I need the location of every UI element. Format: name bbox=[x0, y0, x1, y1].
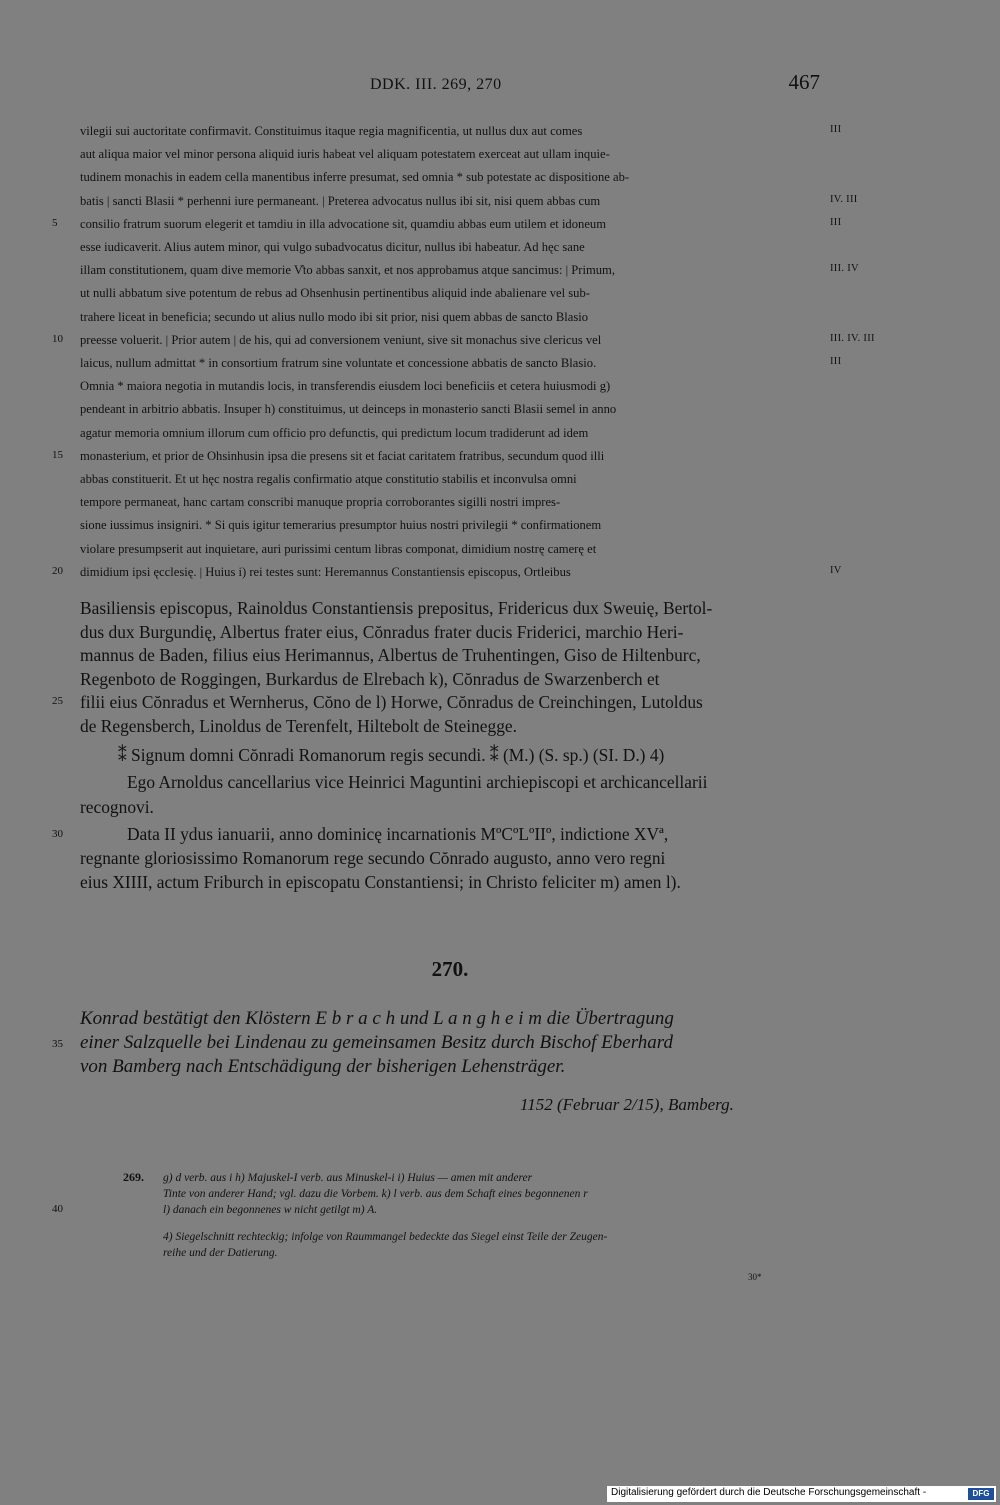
signature-mark: 30* bbox=[748, 1272, 762, 1282]
recognition-line: Ego Arnoldus cancellarius vice Heinrici Maguntini archiepiscopi et archicancellarii bbox=[127, 772, 708, 792]
footnote-label: 269. bbox=[123, 1170, 144, 1184]
footnote-line: 4) Siegelschnitt rechteckig; infolge von Raummangel bedeckte das Siegel einst Teile der Zeugen- bbox=[163, 1231, 608, 1243]
recognition-line: recognovi. bbox=[80, 797, 154, 817]
margin-note: IV. III bbox=[830, 193, 858, 205]
line-number: 5 bbox=[52, 216, 58, 229]
dating-line: eius XIIII, actum Friburch in episcopatu Constantiensi; in Christo feliciter m) amen l). bbox=[80, 872, 681, 892]
page-header bbox=[80, 70, 820, 100]
dating-line: regnante gloriosissimo Romanorum rege secundo Cŏnrado augusto, anno vero regni bbox=[80, 848, 666, 868]
text-line: laicus, nullum admittat * in consortium fratrum sine voluntate et concessione abbatis de sancto Blasio. bbox=[80, 356, 597, 370]
text-line: illam constitutionem, quam dive memorie V̊to abbas sanxit, et nos approbamus atque sancimus: | Primum, bbox=[80, 263, 615, 278]
text-line: monasterium, et prior de Ohsinhusin ipsa die presens sit et faciat caritatem fratribus, secundum quod illi bbox=[80, 448, 605, 463]
witness-line: Regenboto de Roggingen, Burkardus de Elrebach k), Cŏnradus de Swarzenberch et bbox=[80, 668, 660, 689]
line-number: 40 bbox=[52, 1203, 63, 1215]
margin-note: III bbox=[830, 124, 842, 135]
witness-line: dus dux Burgundię, Albertus frater eius, Cŏnradus frater ducis Friderici, marchio Heri- bbox=[80, 621, 684, 642]
text-line: pendeant in arbitrio abbatis. Insuper h) constituimus, ut deinceps in monasterio sancti Blasii semel in anno bbox=[80, 402, 617, 417]
footer-bar bbox=[607, 1486, 996, 1502]
date-place: 1152 (Februar 2/15), Bamberg. bbox=[520, 1095, 734, 1114]
text-line: agatur memoria omnium illorum cum officio pro defunctis, qui predictum locum tradiderunt ad idem bbox=[80, 425, 589, 440]
margin-note: IV bbox=[830, 564, 842, 576]
text-line: consilio fratrum suorum elegerit et tamdiu in illa advocatione sit, quamdiu abbas eum utilem et idoneum bbox=[80, 216, 607, 231]
margin-note: III. IV bbox=[830, 263, 859, 275]
text-line: Omnia * maiora negotia in mutandis locis, in transferendis eiusdem loci beneficiis et cetera huiusmodi g) bbox=[80, 379, 611, 394]
text-line: trahere liceat in beneficia; secundo ut alius nullo modo ibi sit prior, nisi quem abbas de sancto Blasio bbox=[80, 309, 589, 324]
document-number: 270. bbox=[431, 957, 469, 981]
regest-line: von Bamberg nach Entschädigung der bisherigen Lehensträger. bbox=[80, 1056, 566, 1077]
signum-line: ⁑ Signum domni Cŏnradi Romanorum regis secundi. ⁑ (M.) (S. sp.) (SI. D.) 4) bbox=[118, 745, 665, 765]
margin-note: III bbox=[830, 356, 842, 367]
margin-note: III bbox=[830, 216, 842, 228]
footnote-line: l) danach ein begonnenes w nicht getilgt m) A. bbox=[163, 1204, 378, 1216]
footnote-line: g) d verb. aus i h) Majuskel-I verb. aus Minuskel-i i) Huius — amen mit anderer bbox=[163, 1172, 533, 1184]
text-line: abbas constituerit. Et ut hęc nostra regalis confirmatio atque constitutio stabilis et inconvulsa omni bbox=[80, 472, 577, 486]
text-line: ut nulli abbatum sive potentum de rebus ad Ohsenhusin pertinentibus aliquid inde abalienare vel sub- bbox=[80, 286, 590, 301]
line-number: 25 bbox=[52, 695, 63, 708]
page-number: 467 bbox=[788, 70, 820, 94]
line-number: 20 bbox=[52, 564, 63, 577]
text-line: vilegii sui auctoritate confirmavit. Constituimus itaque regia magnificentia, ut nullus dux aut comes bbox=[80, 124, 583, 138]
footnote-line: Tinte von anderer Hand; vgl. dazu die Vorbem. k) l verb. aus dem Schaft eines begonnenen r bbox=[163, 1188, 588, 1200]
footnote-line: reihe und der Datierung. bbox=[163, 1247, 278, 1259]
footer-text: Digitalisierung gefördert durch die Deutsche Forschungsgemeinschaft - bbox=[611, 1487, 927, 1498]
running-title: DDK. III. 269, 270 bbox=[370, 76, 502, 93]
line-number: 30 bbox=[52, 828, 63, 840]
witness-line: filii eius Cŏnradus et Wernherus, Cŏno de l) Horwe, Cŏnradus de Creinchingen, Lutoldus bbox=[80, 692, 703, 713]
line-number: 35 bbox=[52, 1038, 63, 1050]
text-line: sione iussimus insigniri. * Si quis igitur temerarius presumptor huius nostri privilegii * confirmationem bbox=[80, 518, 602, 533]
text-line: batis | sancti Blasii * perhenni iure permaneant. | Preterea advocatus nullus ibi sit, nisi quem abbas cum bbox=[80, 193, 601, 208]
text-line: tudinem monachis in eadem cella manentibus inferre presumat, sed omnia * sub potestate ac dispositione ab- bbox=[80, 170, 630, 185]
text-line: aut aliqua maior vel minor persona aliquid iuris habeat vel aliquam potestatem exerceat aut ullam inquie- bbox=[80, 147, 610, 162]
line-number: 10 bbox=[52, 332, 63, 345]
witness-line: de Regensberch, Linoldus de Terenfelt, Hiltebolt de Steinegge. bbox=[80, 716, 517, 736]
witness-line: mannus de Baden, filius eius Herimannus, Albertus de Truhentingen, Giso de Hiltenburc, bbox=[80, 645, 701, 666]
dating-line: Data II ydus ianuarii, anno dominicę incarnationis MºCºLºIIº, indictione XVª, bbox=[127, 824, 669, 844]
regest-line: Konrad bestätigt den Klöstern E b r a c h und L a n g h e i m die Übertragung bbox=[80, 1008, 674, 1029]
margin-note: III. IV. III bbox=[830, 332, 875, 344]
text-line: tempore permaneat, hanc cartam conscribi manuque propria corroborantes sigilli nostri impres- bbox=[80, 495, 561, 510]
text-line: violare presumpserit aut inquietare, auri purissimi centum libras componat, dimidium nostrę camerę et bbox=[80, 541, 597, 556]
line-number: 15 bbox=[52, 448, 63, 461]
regest-line: einer Salzquelle bei Lindenau zu gemeinsamen Besitz durch Bischof Eberhard bbox=[80, 1032, 673, 1053]
text-line: esse iudicaverit. Alius autem minor, qui vulgo subadvocatus dicitur, nullus ibi habeatur. Ad hęc sane bbox=[80, 240, 585, 254]
witness-line: Basiliensis episcopus, Rainoldus Constantiensis prepositus, Fridericus dux Sweuię, Bertol- bbox=[80, 598, 713, 618]
dfg-logo-icon: DFG bbox=[968, 1488, 994, 1500]
text-line: preesse voluerit. | Prior autem | de his, qui ad conversionem veniunt, sive sit monachus sive clericus vel bbox=[80, 332, 602, 347]
text-line: dimidium ipsi ęcclesię. | Huius i) rei testes sunt: Heremannus Constantiensis episcopus, Ortleibus bbox=[80, 564, 571, 579]
